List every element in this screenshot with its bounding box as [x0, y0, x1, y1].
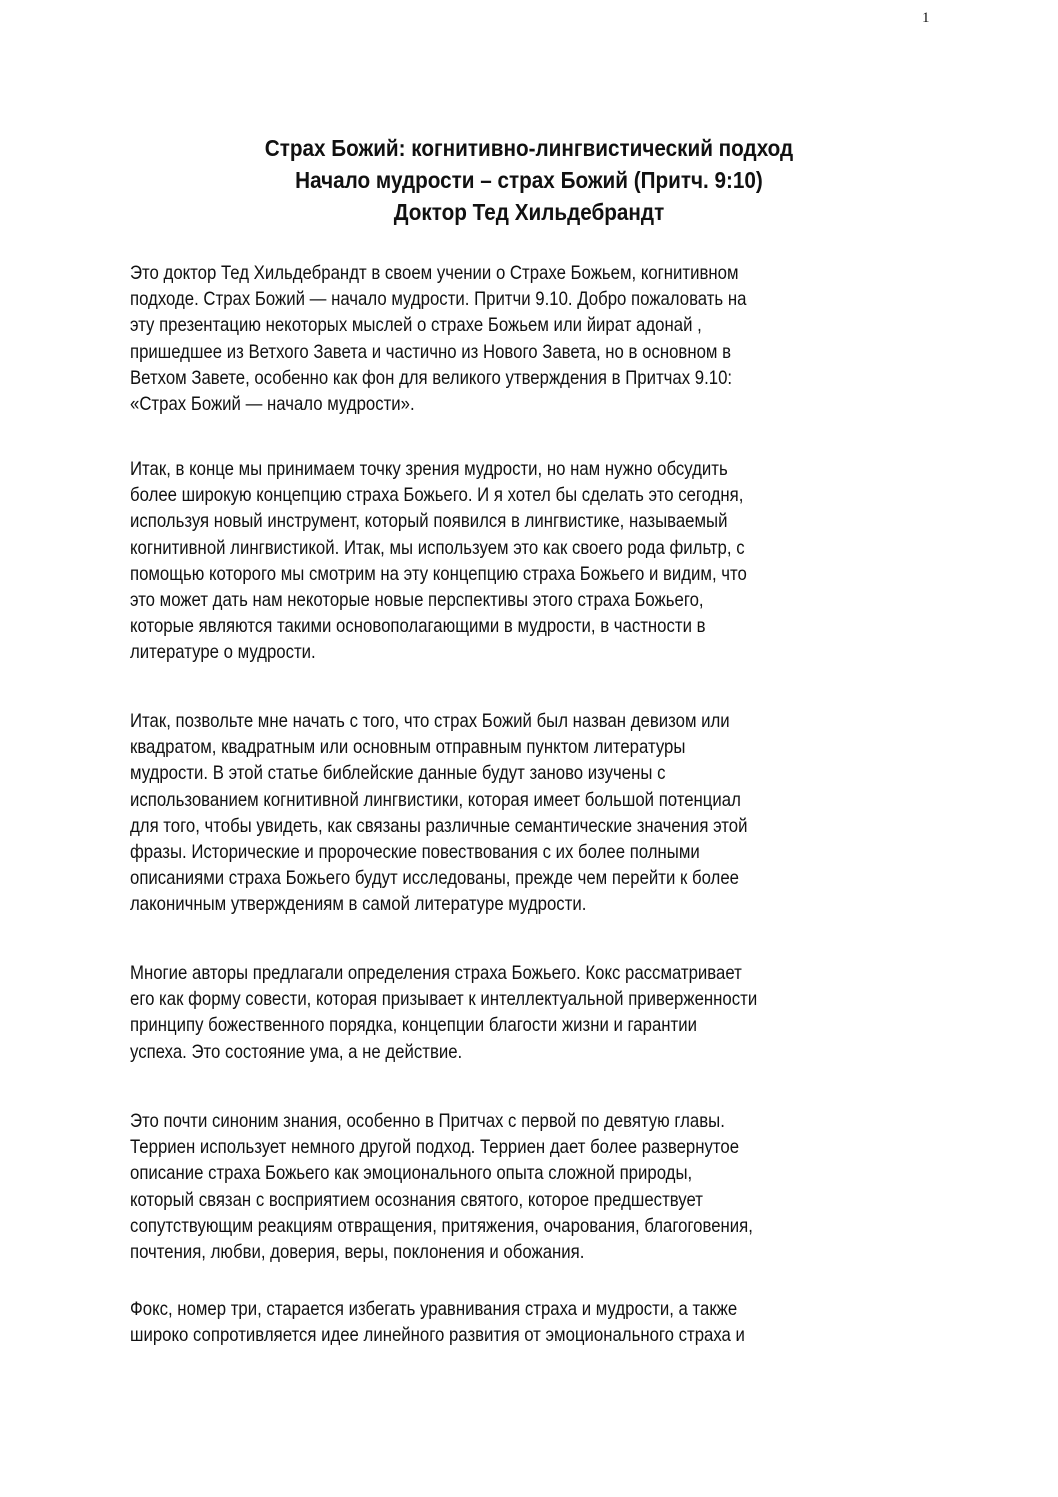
- document-title: [0, 132, 1058, 228]
- text-line: лаконичным утверждениям в самой литературе мудрости.: [130, 893, 587, 916]
- text-line: Фокс, номер три, старается избегать уравнивания страха и мудрости, а также: [130, 1298, 738, 1320]
- text-line: «Страх Божий — начало мудрости».: [130, 392, 415, 415]
- text-line: сопутствующим реакциям отвращения, притяжения, очарования, благоговения,: [130, 1214, 753, 1237]
- text-line: использованием когнитивной лингвистики, которая имеет большой потенциал: [130, 788, 741, 811]
- text-line: широко сопротивляется идее линейного развития от эмоционального страха и: [130, 1324, 745, 1347]
- text-line: описаниями страха Божьего будут исследованы, прежде чем перейти к более: [130, 867, 739, 890]
- text-line: описание страха Божьего как эмоционального опыта сложной природы,: [130, 1162, 693, 1185]
- text-line: почтения, любви, доверия, веры, поклонения и обожания.: [130, 1240, 585, 1263]
- text-line: Многие авторы предлагали определения страха Божьего. Кокс рассматривает: [130, 962, 742, 984]
- text-line: который связан с восприятием осознания святого, которое предшествует: [130, 1188, 703, 1211]
- text-line: более широкую концепцию страха Божьего. И я хотел бы сделать это сегодня,: [130, 484, 744, 507]
- text-line: когнитивной лингвистикой. Итак, мы используем это как своего рода фильтр, с: [130, 536, 745, 559]
- paragraph: [130, 708, 848, 918]
- paragraph: [130, 260, 847, 417]
- text-line: Итак, в конце мы принимаем точку зрения мудрости, но нам нужно обсудить: [130, 458, 728, 480]
- text-line: для того, чтобы увидеть, как связаны различные семантические значения этой: [130, 814, 748, 837]
- text-line: которые являются такими основополагающими в мудрости, в частности в: [130, 615, 706, 638]
- author-line: Доктор Тед Хильдебрандт: [393, 199, 665, 225]
- text-line: Итак, позвольте мне начать с того, что страх Божий был назван девизом или: [130, 710, 730, 732]
- text-line: мудрости. В этой статье библейские данные будут заново изучены с: [130, 762, 666, 785]
- text-line: подходе. Страх Божий — начало мудрости. Притчи 9.10. Добро пожаловать на: [130, 288, 747, 311]
- text-line: это может дать нам некоторые новые перспективы этого страха Божьего,: [130, 588, 704, 611]
- text-line: Терриен использует немного другой подход. Терриен дает более развернутое: [130, 1136, 740, 1159]
- text-line: эту презентацию некоторых мыслей о страхе Божьем или йират адонай ,: [130, 314, 702, 337]
- text-line: квадратом, квадратным или основным отправным пунктом литературы: [130, 736, 686, 759]
- text-line: принципу божественного порядка, концепции благости жизни и гарантии: [130, 1014, 697, 1037]
- text-line: пришедшее из Ветхого Завета и частично из Нового Завета, но в основном в: [130, 340, 732, 363]
- text-line: его как форму совести, которая призывает к интеллектуальной приверженности: [130, 988, 758, 1011]
- text-line: Ветхом Завете, особенно как фон для великого утверждения в Притчах 9.10:: [130, 366, 733, 389]
- text-line: успеха. Это состояние ума, а не действие.: [130, 1040, 463, 1063]
- text-line: используя новый инструмент, который появился в лингвистике, называемый: [130, 510, 728, 533]
- title-line: Страх Божий: когнитивно-лингвистический подход: [264, 135, 794, 161]
- page-number: 1: [922, 10, 930, 26]
- text-line: фразы. Исторические и пророческие повествования с их более полными: [130, 840, 700, 863]
- subtitle-line: Начало мудрости – страх Божий (Притч. 9:10): [295, 167, 763, 193]
- paragraph: [130, 1108, 854, 1265]
- paragraph: [130, 960, 859, 1065]
- text-line: литературе о мудрости.: [130, 641, 316, 664]
- paragraph: [130, 456, 847, 666]
- text-line: Это почти синоним знания, особенно в Притчах с первой по девятую главы.: [130, 1110, 725, 1132]
- text-line: помощью которого мы смотрим на эту концепцию страха Божьего и видим, что: [130, 562, 747, 585]
- text-line: Это доктор Тед Хильдебрандт в своем учении о Страхе Божьем, когнитивном: [130, 262, 739, 284]
- paragraph: [130, 1296, 845, 1348]
